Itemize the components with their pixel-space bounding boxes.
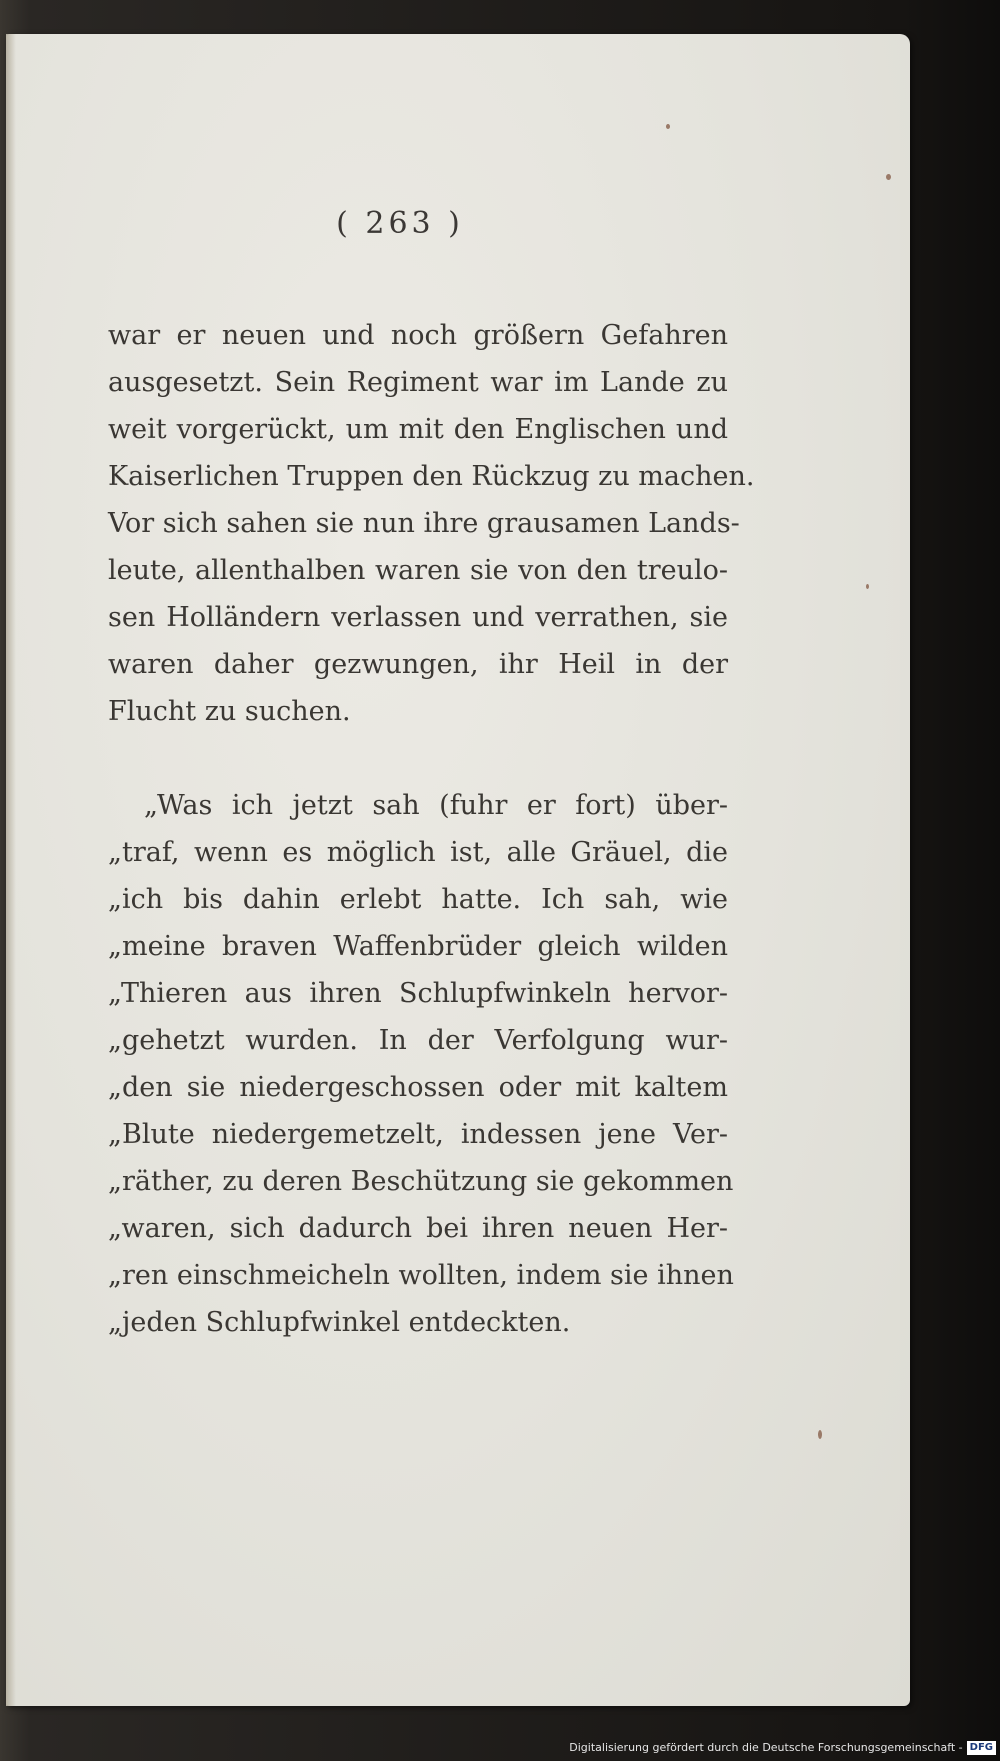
paper-speck: [866, 584, 869, 589]
paragraph-1: [108, 312, 755, 735]
text-line: „traf, wenn es möglich ist, alle Gräuel, die: [108, 837, 728, 868]
digitization-credit: [569, 1739, 996, 1757]
credit-text: Digitalisierung gefördert durch die Deutsche Forschungsgemeinschaft -: [569, 1741, 963, 1754]
paper-speck: [886, 174, 891, 180]
text-line: „jeden Schlupfwinkel entdeckten.: [108, 1307, 571, 1338]
text-line: „meine braven Waffenbrüder gleich wilden: [108, 931, 728, 962]
text-line: „ich bis dahin erlebt hatte. Ich sah, wie: [108, 884, 728, 915]
page-number: ( 263 ): [336, 206, 464, 241]
dfg-logo: DFG: [967, 1741, 996, 1755]
text-line: „Thieren aus ihren Schlupfwinkeln hervor-: [108, 978, 728, 1009]
text-line: Flucht zu suchen.: [108, 696, 351, 727]
text-line: waren daher gezwungen, ihr Heil in der: [108, 649, 728, 680]
paper-speck: [818, 1430, 822, 1439]
text-line: weit vorgerückt, um mit den Englischen und: [108, 414, 728, 445]
text-line: „ren einschmeicheln wollten, indem sie ihnen: [108, 1260, 734, 1291]
paragraph-2: [108, 782, 734, 1346]
text-line: Kaiserlichen Truppen den Rückzug zu machen.: [108, 461, 755, 492]
text-line: „gehetzt wurden. In der Verfolgung wur-: [108, 1025, 728, 1056]
text-line: „Was ich jetzt sah (fuhr er fort) über-: [144, 790, 728, 821]
text-line: ausgesetzt. Sein Regiment war im Lande zu: [108, 367, 728, 398]
text-line: „den sie niedergeschossen oder mit kaltem: [108, 1072, 728, 1103]
text-line: sen Holländern verlassen und verrathen, sie: [108, 602, 728, 633]
text-line: Vor sich sahen sie nun ihre grausamen Lands-: [108, 508, 740, 539]
text-line: „waren, sich dadurch bei ihren neuen Her-: [108, 1213, 728, 1244]
page-binding-shadow: [6, 34, 16, 1706]
text-line: leute, allenthalben waren sie von den treulo-: [108, 555, 728, 586]
paper-speck: [666, 124, 670, 129]
text-line: „räther, zu deren Beschützung sie gekommen: [108, 1166, 734, 1197]
text-line: war er neuen und noch größern Gefahren: [108, 320, 728, 351]
text-line: „Blute niedergemetzelt, indessen jene Ver-: [108, 1119, 728, 1150]
